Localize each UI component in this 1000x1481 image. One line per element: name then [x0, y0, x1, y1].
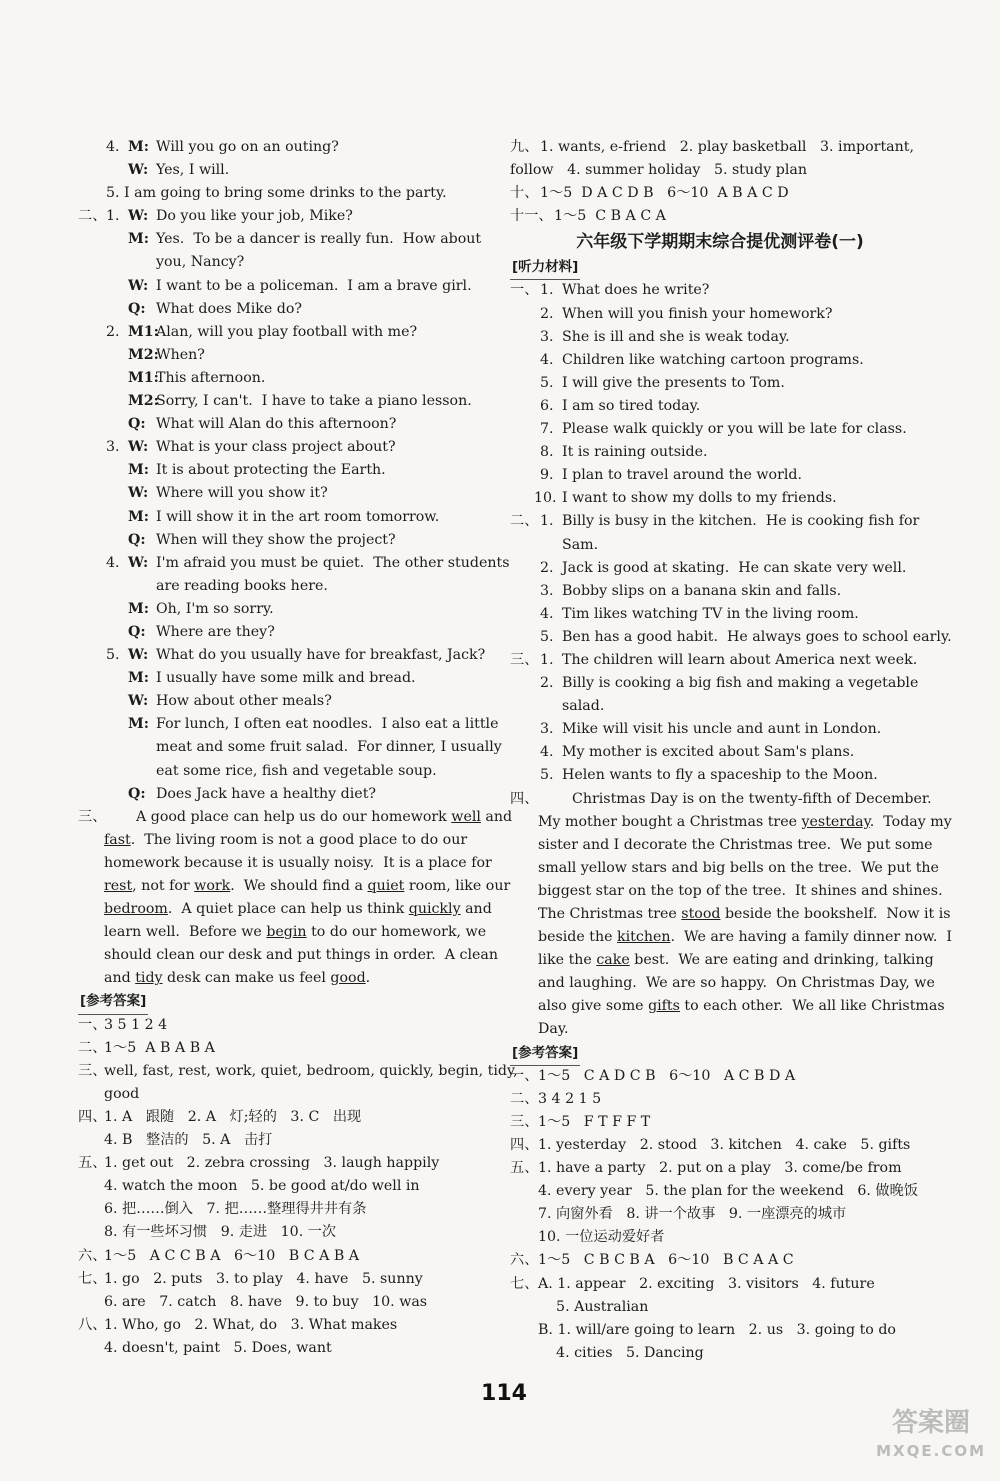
section-marker: 五、: [510, 1160, 539, 1177]
dialogue-text: It is about protecting the Earth.: [156, 462, 386, 479]
speaker-label: M:: [128, 462, 149, 479]
answer-text: 1～5 C B C B A 6～10 B C A A C: [538, 1252, 794, 1269]
listening-line: [510, 718, 930, 741]
listening-line: [510, 649, 930, 672]
item-number: 5.: [540, 767, 554, 784]
speaker-label: M:: [128, 716, 149, 733]
listening-text: It is raining outside.: [562, 444, 708, 461]
section-marker: 五、: [78, 1155, 107, 1172]
passage-text: also give some gifts to each other. We all like Christmas: [538, 998, 945, 1015]
dialogue-line: [78, 760, 498, 783]
speaker-label: W:: [128, 554, 149, 571]
dialogue-text: are reading books here.: [156, 577, 328, 594]
dialogue-line: [78, 667, 498, 690]
answer-text: 1. A 跟随 2. A 灯;轻的 3. C 出现: [104, 1108, 362, 1125]
passage-text: The Christmas tree stood beside the bookshelf. Now it is: [538, 906, 951, 922]
item-number: 5.: [106, 185, 120, 202]
answer-line: [78, 1037, 498, 1060]
section-marker: 四、: [510, 790, 539, 807]
answers-label: [510, 1042, 930, 1065]
answer-text: 4. doesn't, paint 5. Does, want: [104, 1339, 332, 1356]
listening-text: salad.: [562, 698, 605, 715]
answer-text: 1～5 C A D C B 6～10 A C B D A: [538, 1067, 796, 1084]
section-marker: 三、: [78, 808, 107, 825]
answer-text: good: [104, 1085, 140, 1102]
speaker-label: Q:: [128, 531, 146, 548]
answer-line: [78, 1291, 498, 1314]
dialogue-line: [78, 275, 498, 298]
dialogue-line: [78, 506, 498, 529]
answer-text: well, fast, rest, work, quiet, bedroom, quickly, begin, tidy,: [104, 1062, 518, 1079]
dialogue-line: [78, 459, 498, 482]
listening-line: [510, 626, 952, 649]
dialogue-line: [78, 436, 498, 459]
item-number: 2.: [540, 675, 554, 692]
passage-text: should clean our desk and put things in order. A clean: [104, 947, 499, 964]
listening-text: When will you finish your homework?: [562, 305, 833, 322]
section-title: 六年级下学期期末综合提优测评卷(一): [576, 232, 864, 253]
item-number: 10.: [534, 490, 557, 507]
answer-line: [510, 1319, 930, 1342]
dialogue-text: you, Nancy?: [156, 254, 245, 271]
dialogue-text: When?: [156, 346, 205, 363]
section-marker: 二、: [510, 1090, 539, 1107]
passage-text: sister and I decorate the Christmas tree. We put some: [538, 836, 933, 853]
listening-text: What does he write?: [562, 282, 710, 299]
passage-line: [78, 806, 513, 829]
answer-text: B. 1. will/are going to learn 2. us 3. going to do: [538, 1321, 896, 1338]
dialogue-line: [78, 690, 498, 713]
answer-text: 3 5 1 2 4: [104, 1016, 168, 1033]
item-number: 1.: [106, 208, 120, 225]
answer-line: [78, 1337, 498, 1360]
dialogue-text: What does Mike do?: [156, 300, 302, 317]
item-number: 5.: [106, 647, 120, 664]
answer-line: [510, 1296, 930, 1319]
dialogue-line: [78, 736, 502, 759]
section-marker: 一、: [510, 282, 539, 299]
section-marker: 七、: [510, 1275, 539, 1292]
dialogue-line: [78, 413, 498, 436]
dialogue-text: Will you go on an outing?: [156, 139, 339, 155]
dialogue-line: [78, 482, 498, 505]
answer-line: [510, 1065, 930, 1088]
answer-line: [510, 1249, 930, 1272]
dialogue-text: Where are they?: [156, 623, 275, 640]
answer-text: 1～5 C B A C A: [554, 208, 666, 225]
dialogue-line: [78, 344, 498, 367]
listening-text: I want to show my dolls to my friends.: [562, 490, 837, 507]
dialogue-text: Alan, will you play football with me?: [156, 323, 418, 340]
speaker-label: W:: [128, 647, 149, 664]
listening-text: She is ill and she is weak today.: [562, 328, 790, 345]
speaker-label: W:: [128, 277, 149, 294]
listening-text: I plan to travel around the world.: [562, 467, 802, 484]
speaker-label: M:: [128, 670, 149, 687]
speaker-label: M:: [128, 508, 149, 525]
watermark-logo-text: 答案圈: [892, 1408, 971, 1438]
item-number: 5.: [540, 628, 554, 645]
passage-text: My mother bought a Christmas tree yesterday. Today my: [538, 813, 952, 830]
dialogue-text: I'm afraid you must be quiet. The other students: [156, 554, 510, 571]
dialogue-text: I am going to bring some drinks to the party.: [124, 185, 447, 202]
dialogue-line: [78, 182, 498, 205]
listening-line: [510, 441, 930, 464]
passage-line: [78, 829, 498, 852]
answer-text: 1. wants, e-friend 2. play basketball 3. important,: [540, 139, 914, 155]
section-marker: 一、: [510, 1067, 539, 1084]
answer-line: [78, 1175, 498, 1198]
listening-text: Jack is good at skating. He can skate very well.: [562, 559, 907, 576]
passage-line: [510, 949, 934, 972]
answer-text: 8. 有一些坏习惯 9. 走进 10. 一次: [104, 1224, 337, 1241]
answer-text: 1. get out 2. zebra crossing 3. laugh happily: [104, 1155, 440, 1172]
listening-text: The children will learn about America next week.: [562, 651, 918, 668]
dialogue-text: eat some rice, fish and vegetable soup.: [156, 762, 437, 779]
answer-text: 1. have a party 2. put on a play 3. come/be from: [538, 1160, 902, 1177]
speaker-label: W:: [128, 439, 149, 456]
listening-text: My mother is excited about Sam's plans.: [562, 744, 855, 761]
passage-line: [510, 857, 939, 880]
answer-text: 4. cities 5. Dancing: [538, 1344, 704, 1361]
dialogue-line: [78, 159, 498, 182]
answer-line: [78, 1014, 498, 1037]
passage-line: [510, 926, 952, 949]
answer-text: follow 4. summer holiday 5. study plan: [510, 162, 807, 179]
section-marker: 十一、: [510, 208, 553, 225]
answer-line: [78, 1221, 498, 1244]
section-marker: 三、: [510, 1113, 539, 1130]
listening-line: [510, 557, 930, 580]
speaker-label: M:: [128, 139, 149, 155]
answer-text: 3 4 2 1 5: [538, 1090, 602, 1107]
answer-line: [510, 1342, 930, 1365]
answer-line: [510, 182, 930, 205]
speaker-label: Q:: [128, 416, 146, 433]
passage-line: [510, 995, 945, 1018]
listening-line: [510, 464, 930, 487]
answer-line: [510, 1088, 930, 1111]
answer-line: [510, 1226, 930, 1249]
answer-text: 4. watch the moon 5. be good at/do well in: [104, 1178, 420, 1195]
speaker-label: M:: [128, 600, 149, 617]
passage-text: and tidy desk can make us feel good.: [104, 970, 371, 987]
dialogue-text: Does Jack have a healthy diet?: [156, 785, 377, 802]
passage-text: like the cake best. We are eating and drinking, talking: [538, 952, 934, 969]
answer-text: 1. Who, go 2. What, do 3. What makes: [104, 1316, 398, 1333]
item-number: 3.: [540, 721, 554, 738]
dialogue-line: [78, 321, 498, 344]
item-number: 2.: [540, 559, 554, 576]
listening-text: Billy is busy in the kitchen. He is cooking fish for: [562, 513, 920, 530]
watermark-url: MXQE.COM: [876, 1442, 986, 1460]
item-number: 4.: [106, 139, 120, 155]
listening-text: Mike will visit his uncle and aunt in London.: [562, 721, 882, 738]
listening-line: [510, 487, 930, 510]
passage-line: [510, 834, 933, 857]
dialogue-text: Do you like your job, Mike?: [156, 208, 353, 225]
speaker-label: W:: [128, 162, 149, 179]
dialogue-line: [78, 205, 498, 228]
answer-text: 6. are 7. catch 8. have 9. to buy 10. was: [104, 1293, 428, 1310]
dialogue-line: [78, 136, 498, 159]
dialogue-text: I want to be a policeman. I am a brave girl.: [156, 277, 472, 294]
answer-line: [510, 1180, 930, 1203]
passage-text: Day.: [538, 1021, 569, 1038]
listening-text: I will give the presents to Tom.: [562, 374, 785, 391]
dialogue-text: meat and some fruit salad. For dinner, I usually: [156, 739, 502, 756]
passage-text: A good place can help us do our homework well and: [136, 808, 513, 825]
passage-line: [78, 967, 498, 990]
item-number: 4.: [540, 605, 554, 622]
answer-line: [78, 1083, 498, 1106]
answer-line: [510, 1203, 930, 1226]
answer-line: [510, 1111, 930, 1134]
item-number: 3.: [540, 582, 554, 599]
listening-text: Sam.: [562, 536, 599, 553]
listening-line: [510, 303, 930, 326]
answer-line: [510, 136, 930, 159]
dialogue-line: [78, 713, 498, 736]
section-marker: 四、: [78, 1108, 107, 1125]
dialogue-text: Yes, I will.: [156, 162, 230, 179]
listening-text: I am so tired today.: [562, 397, 701, 414]
page-number: 114: [481, 1381, 527, 1406]
answer-text: 1～5 A B A B A: [104, 1039, 215, 1056]
section-marker: 二、: [510, 513, 539, 530]
watermark: [876, 1409, 986, 1465]
passage-text: rest, not for work. We should find a quiet room, like our: [104, 878, 511, 894]
listening-line: [510, 418, 930, 441]
passage-line: [510, 903, 951, 926]
answer-line: [78, 1106, 498, 1129]
answer-text: 1. go 2. puts 3. to play 4. have 5. sunny: [104, 1270, 423, 1287]
answer-line: [78, 1198, 498, 1221]
item-number: 3.: [106, 439, 120, 456]
item-number: 5.: [540, 374, 554, 391]
item-number: 1.: [540, 651, 554, 668]
answer-text: 1～5 F T F F T: [538, 1113, 651, 1130]
answer-line: [78, 1060, 518, 1083]
item-number: 1.: [540, 282, 554, 299]
listening-line: [510, 741, 930, 764]
section-marker: 七、: [78, 1270, 107, 1287]
answer-line: [510, 1273, 930, 1296]
passage-line: [78, 898, 498, 921]
left-column: [78, 136, 518, 1360]
listening-line: [510, 326, 930, 349]
section-marker: 三、: [78, 1062, 107, 1079]
dialogue-text: What will Alan do this afternoon?: [156, 416, 397, 433]
answer-text: 1. yesterday 2. stood 3. kitchen 4. cake 5. gifts: [538, 1136, 911, 1153]
listening-text: Billy is cooking a big fish and making a vegetable: [562, 675, 919, 692]
passage-text: Christmas Day is on the twenty-fifth of December.: [572, 790, 932, 807]
answer-text: 10. 一位运动爱好者: [538, 1229, 665, 1246]
listening-text: Helen wants to fly a spaceship to the Moon.: [562, 767, 878, 784]
section-marker: 八、: [78, 1316, 107, 1333]
passage-line: [78, 852, 498, 875]
answer-line: [78, 1245, 498, 1268]
listening-line: [510, 764, 930, 787]
speaker-label: W:: [128, 208, 149, 225]
answer-text: 1～5 A C C B A 6～10 B C A B A: [104, 1247, 360, 1264]
dialogue-text: For lunch, I often eat noodles. I also eat a little: [156, 716, 499, 733]
answers-label-text: [参考答案]: [510, 1042, 580, 1066]
passage-text: beside the kitchen. We are having a family dinner now. I: [538, 929, 952, 946]
passage-line: [510, 1018, 930, 1041]
dialogue-line: [78, 783, 498, 806]
dialogue-line: [78, 621, 498, 644]
answer-text: A. 1. appear 2. exciting 3. visitors 4. future: [538, 1275, 875, 1292]
speaker-label: Q:: [128, 623, 146, 640]
listening-line: [510, 672, 930, 695]
speaker-label: Q:: [128, 300, 146, 317]
item-number: 2.: [540, 305, 554, 322]
listening-text: Please walk quickly or you will be late for class.: [562, 421, 907, 438]
dialogue-text: What is your class project about?: [156, 439, 396, 456]
dialogue-line: [78, 367, 498, 390]
passage-line: [78, 875, 511, 898]
item-number: 9.: [540, 467, 554, 484]
answer-text: 6. 把……倒入 7. 把……整理得井井有条: [104, 1201, 367, 1218]
dialogue-text: I will show it in the art room tomorrow.: [156, 508, 440, 525]
answer-line: [78, 1152, 498, 1175]
right-column: [510, 136, 952, 1365]
speaker-label: M2:: [128, 393, 159, 410]
listening-text: Ben has a good habit. He always goes to school early.: [562, 628, 952, 645]
speaker-label: M1:: [128, 369, 159, 386]
dialogue-line: [78, 598, 498, 621]
listening-line: [510, 603, 930, 626]
item-number: 4.: [540, 351, 554, 368]
dialogue-text: This afternoon.: [156, 369, 266, 386]
dialogue-text: How about other meals?: [156, 693, 332, 710]
dialogue-text: Yes. To be a dancer is really fun. How about: [156, 231, 482, 248]
item-number: 4.: [540, 744, 554, 761]
passage-text: learn well. Before we begin to do our homework, we: [104, 924, 487, 941]
section-marker: 六、: [78, 1247, 107, 1264]
dialogue-line: [78, 529, 498, 552]
listening-line: [510, 534, 930, 557]
answer-line: [78, 1268, 498, 1291]
listening-line: [510, 349, 930, 372]
answer-text: 1～5 D A C D B 6～10 A B A C D: [540, 185, 789, 202]
answer-text: 5. Australian: [538, 1298, 649, 1315]
listening-text: Bobby slips on a banana skin and falls.: [562, 582, 842, 599]
item-number: 3.: [540, 328, 554, 345]
section-marker: 六、: [510, 1252, 539, 1269]
dialogue-line: [78, 298, 498, 321]
listening-line: [510, 695, 930, 718]
dialogue-line: [78, 552, 510, 575]
answer-text: 4. every year 5. the plan for the weekend 6. 做晚饭: [538, 1183, 918, 1200]
passage-text: small yellow stars and big bells on the tree. We put the: [538, 859, 939, 876]
answers-label: [78, 990, 498, 1013]
speaker-label: M:: [128, 231, 149, 248]
section-marker: 二、: [78, 1039, 107, 1056]
section-marker: 九、: [510, 139, 539, 155]
item-number: 2.: [106, 323, 120, 340]
listening-label-text: [听力材料]: [510, 256, 580, 280]
item-number: 1.: [540, 513, 554, 530]
speaker-label: W:: [128, 693, 149, 710]
dialogue-line: [78, 228, 498, 251]
passage-text: biggest star on the top of the tree. It shines and shines.: [538, 882, 943, 899]
passage-line: [510, 972, 935, 995]
dialogue-text: Oh, I'm so sorry.: [156, 600, 274, 617]
answer-line: [510, 159, 930, 182]
answer-line: [78, 1129, 498, 1152]
answer-line: [510, 1134, 930, 1157]
answer-text: 4. B 整洁的 5. A 击打: [104, 1132, 273, 1149]
passage-line: [510, 788, 930, 811]
answer-line: [510, 205, 930, 228]
dialogue-line: [78, 644, 498, 667]
passage-text: fast. The living room is not a good place to do our: [104, 831, 468, 848]
dialogue-line: [78, 251, 498, 274]
section-marker: 二、: [78, 208, 107, 225]
listening-text: Children like watching cartoon programs.: [562, 351, 864, 368]
listening-line: [510, 510, 930, 533]
passage-line: [510, 811, 952, 834]
dialogue-text: Sorry, I can't. I have to take a piano lesson.: [156, 393, 472, 410]
dialogue-text: When will they show the project?: [156, 531, 396, 548]
item-number: 6.: [540, 397, 554, 414]
listening-line: [510, 279, 930, 302]
section-marker: 三、: [510, 651, 539, 668]
listening-line: [510, 395, 930, 418]
answer-line: [78, 1314, 498, 1337]
dialogue-text: What do you usually have for breakfast, Jack?: [156, 647, 486, 664]
item-number: 7.: [540, 421, 554, 438]
speaker-label: Q:: [128, 785, 146, 802]
item-number: 4.: [106, 554, 120, 571]
section-marker: 四、: [510, 1136, 539, 1153]
passage-line: [78, 944, 498, 967]
dialogue-line: [78, 390, 498, 413]
listening-line: [510, 372, 930, 395]
listening-text: Tim likes watching TV in the living room.: [562, 605, 859, 622]
listening-label: [510, 256, 930, 279]
passage-text: and laughing. We are so happy. On Christmas Day, we: [538, 975, 935, 992]
listening-line: [510, 580, 930, 603]
passage-line: [78, 921, 498, 944]
answer-line: [510, 1157, 930, 1180]
speaker-label: M2:: [128, 346, 159, 363]
passage-line: [510, 880, 943, 903]
passage-text: bedroom. A quiet place can help us think quickly and: [104, 901, 492, 918]
answers-label-text: [参考答案]: [78, 990, 148, 1014]
speaker-label: W:: [128, 485, 149, 502]
section-marker: 十、: [510, 185, 539, 202]
dialogue-text: I usually have some milk and bread.: [156, 670, 416, 687]
dialogue-text: Where will you show it?: [156, 485, 328, 502]
section-marker: 一、: [78, 1016, 107, 1033]
item-number: 8.: [540, 444, 554, 461]
passage-text: homework because it is usually noisy. It is a place for: [104, 854, 492, 871]
speaker-label: M1:: [128, 323, 159, 340]
dialogue-line: [78, 575, 498, 598]
answer-text: 7. 向窗外看 8. 讲一个故事 9. 一座漂亮的城市: [538, 1206, 847, 1223]
